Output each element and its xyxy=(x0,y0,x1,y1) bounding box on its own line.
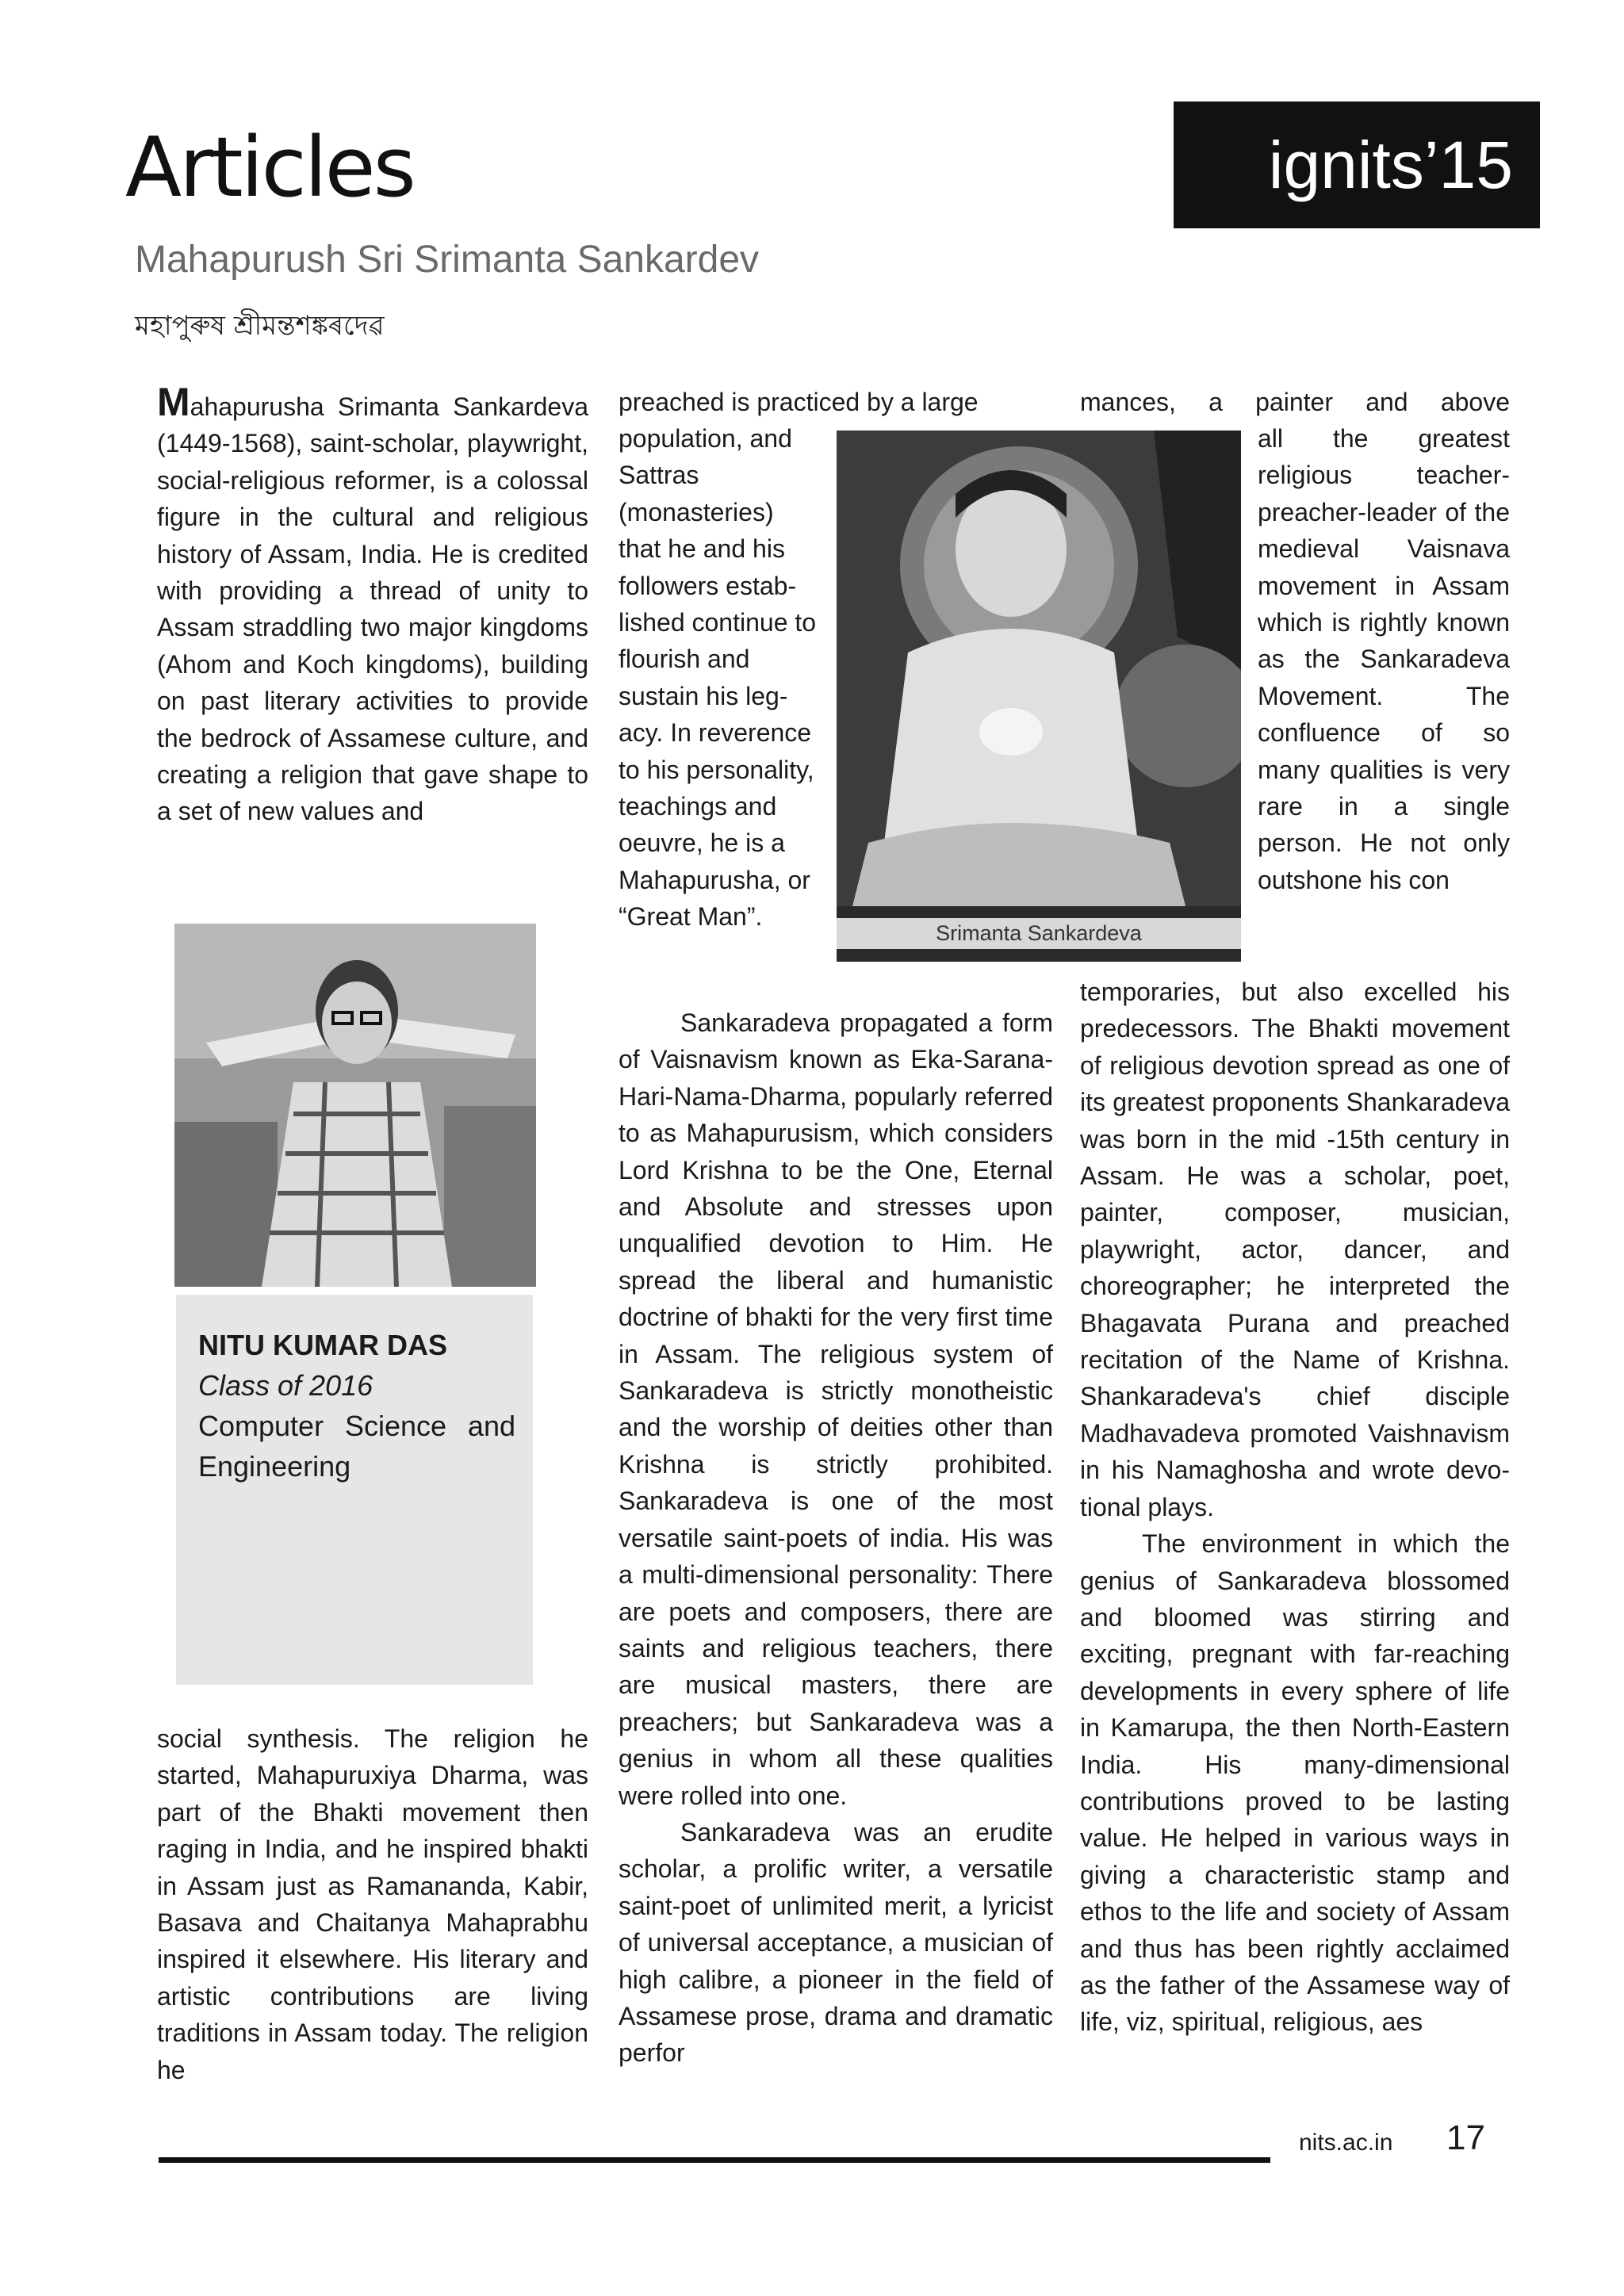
author-card xyxy=(176,1295,533,1685)
footer-site-link[interactable]: nits.ac.in xyxy=(1299,2130,1393,2156)
sankardeva-painting xyxy=(837,430,1241,962)
paragraph: all the greatest religious teacher-preacher-leader of the medieval Vaisnava movement in Assam which is rightly known as the Sankaradeva Movement. The confluence of so many qualities is very rare in a single person. He not only outshone his con xyxy=(1258,424,1510,894)
column-1-bottom xyxy=(157,1720,588,2088)
paragraph-line: preached is practiced by a large xyxy=(619,388,979,416)
column-2-first-line xyxy=(619,384,1053,420)
column-3-lower xyxy=(1080,974,1510,2041)
column-2-wrap-text xyxy=(619,420,821,936)
column-3-first-line xyxy=(1080,384,1510,420)
paragraph xyxy=(157,380,588,830)
drop-cap: M xyxy=(157,380,190,424)
author-department: Computer Science and Engineering xyxy=(198,1410,515,1483)
column-1-top xyxy=(157,380,588,830)
page-number: 17 xyxy=(1446,2118,1485,2157)
paragraph-text: ahapurusha Srimanta Sankardeva (1449-1568), saint-scholar, playwright, social-religious reformer, is a colossal figure in the cultural and religious history of Assam, India. He is credited with providing a thread of unity to Assam straddling two major kingdoms (Ahom and Koch kingdoms), building on past literary activities to provide the bedrock of Assamese culture, and creating a religion that gave shape to a set of new values and xyxy=(157,392,588,826)
paragraph-line: mances, a painter and above xyxy=(1080,388,1510,416)
section-title: Articles xyxy=(125,119,414,216)
article-title: Mahapurush Sri Srimanta Sankardev xyxy=(135,239,760,281)
paragraph: Sankaradeva was an erudite scholar, a prolific writer, a versatile saint-poet of unlimited merit, a lyricist of universal acceptance, a musician of high calibre, a pioneer in the field of Assamese prose, drama and dramatic perfor xyxy=(619,1817,1053,2068)
magazine-badge-text: ignits’15 xyxy=(1268,127,1513,202)
figure-caption: Srimanta Sankardeva xyxy=(837,918,1241,949)
column-2-lower xyxy=(619,1004,1053,2072)
paragraph: Sankaradeva propagated a form of Vaisnavism known as Eka-Sarana-Hari-Nama-Dharma, popularly referred to as Mahapurusism, which considers Lord Krishna to be the One, Eternal and Absolute and stresses upon unqualified devotion to Him. He spread the liberal and humanistic doctrine of bhakti for the very first time in Assam. The religious system of Sankaradeva is strictly monotheistic and the worship of deities other than Krishna is strictly prohibited. Sankaradeva is one of the most versatile saint-poets of india. His was a multi-dimensional personality: There are poets and composers, there are saints and religious teachers, there are musical masters, there are preachers; but Sankaradeva was a genius in whom all these qualities were rolled into one. xyxy=(619,1008,1053,1810)
paragraph: The environment in which the genius of Sankaradeva blossomed and bloomed was stirring and exciting, pregnant with far-reaching developments in every sphere of life in Kamarupa, the then North-Eastern India. His many-dimensional contributions proved to be lasting value. He helped in various ways in giving a characteristic stamp and ethos to the life and society of Assam and thus has been rightly acclaimed as the father of the Assamese way of life, viz, spiritual, religious, aes xyxy=(1080,1529,1510,2037)
paragraph: social synthesis. The religion he started, Mahapuruxiya Dharma, was part of the Bhakti movement then raging in India, and he inspired bhakti in Assam just as Ramananda, Kabir, Basava and Chaitanya Mahaprabhu inspired it elsewhere. His literary and artistic contributions are living traditions in Assam today. The religion he xyxy=(157,1724,588,2084)
article-subtitle-assamese: মহাপুৰুষ শ্ৰীমন্তশঙ্কৰদেৱ xyxy=(135,310,385,342)
author-name: NITU KUMAR DAS xyxy=(198,1329,447,1361)
column-3-wrap-text xyxy=(1258,420,1510,898)
author-photo-image xyxy=(174,924,536,1287)
author-photo xyxy=(174,924,536,1287)
magazine-badge xyxy=(1174,101,1540,228)
paragraph: temporaries, but also excelled his predecessors. The Bhakti movement of religious devotion spread as one of its greatest proponents Shankaradeva was born in the mid -15th century in Assam. He was a scholar, poet, painter, composer, musician, playwright, actor, dancer, and choreographer; he interpreted the Bhagavata Purana and preached recitation of the Name of Krishna. Shankaradeva's chief disciple Madhavadeva promoted Vaishnavism in his Namaghosha and wrote devotional plays. xyxy=(1080,978,1510,1521)
author-class: Class of 2016 xyxy=(198,1369,373,1402)
paragraph: population, and Sattras (monasteries) that he and his followers established continue to flourish and sustain his legacy. In reverence to his personality, teachings and oeuvre, he is a Mahapurusha, or “Great Man”. xyxy=(619,424,817,932)
sankardeva-figure xyxy=(837,430,1241,962)
footer-rule xyxy=(159,2157,1270,2163)
